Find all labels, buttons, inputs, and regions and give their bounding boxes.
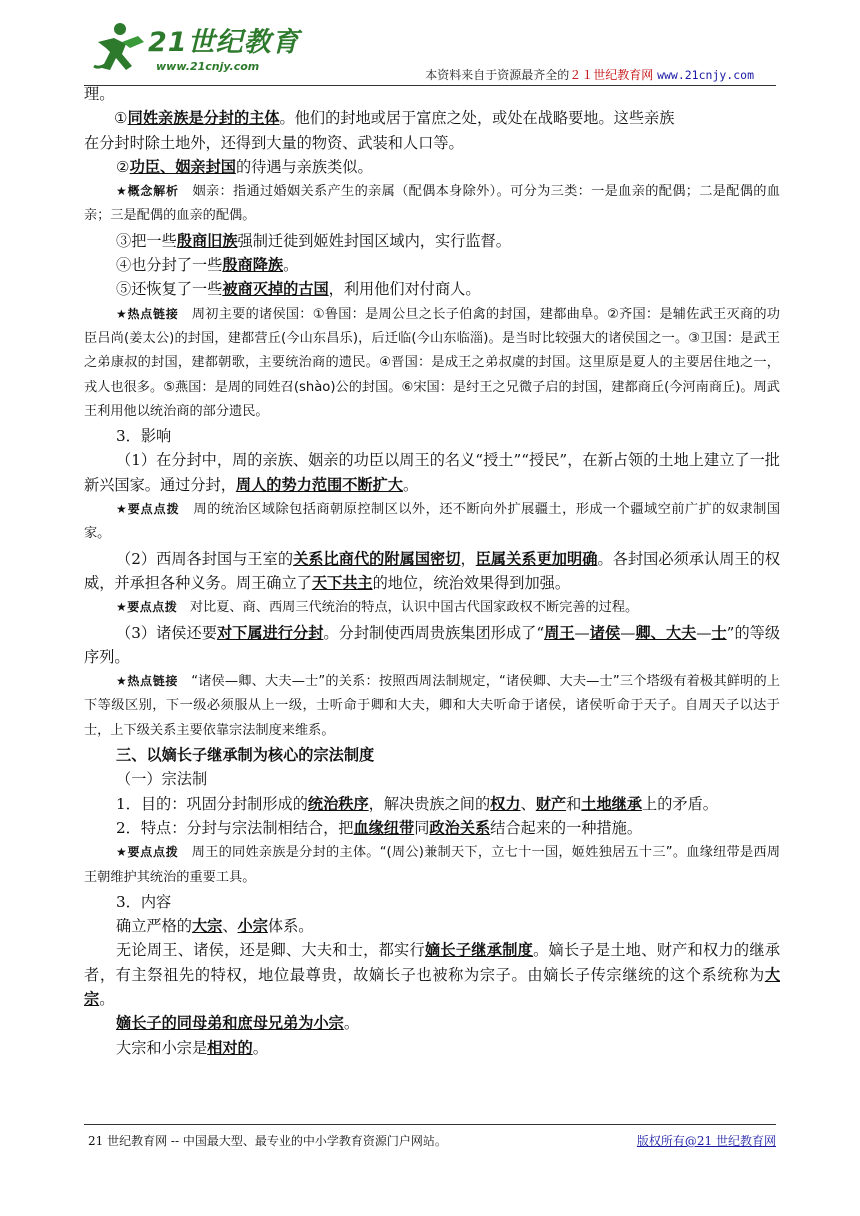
subsection-heading: 3．内容: [116, 892, 172, 911]
header-note: [425, 66, 754, 83]
hotspot-note: ★热点链接 “诸侯—卿、大夫—士”的关系：按照西周法制规定，“诸侯卿、大夫—士”三个塔级有着极其鲜明的上下等级区别，下一级必须服从上一级，士听命于卿和大夫，卿和大夫听命于诸侯，诸侯听命于天子。自周天子以达于士，上下级关系主要依靠宗法制度来维系。: [84, 674, 781, 738]
key-note: ★要点点拨 周的统治区域除包括商朝原控制区以外，还不断向外扩展疆土，形成一个疆域空前广扩的奴隶制国家。: [84, 502, 781, 542]
paragraph: 理。: [84, 85, 115, 103]
paragraph: 大宗和小宗是相对的。: [116, 1038, 268, 1057]
site-logo[interactable]: [84, 16, 304, 82]
paragraph: ①同姓亲族是分封的主体。他们的封地或居于富庶之处，或处在战略要地。这些亲族: [114, 109, 675, 128]
key-point: 嫡长子的同母弟和庶母兄弟为小宗: [116, 1014, 344, 1033]
note-tag: ★要点点拨: [116, 600, 178, 615]
page-header: [84, 10, 776, 84]
paragraph: （1）在分封中，周的亲族、姻亲的功臣以周王的名义“授土”“授民”，在新占领的土地上建立了一批新兴国家。通过分封，周人的势力范围不断扩大。: [84, 451, 780, 494]
paragraph: 嫡长子的同母弟和庶母兄弟为小宗。: [116, 1014, 359, 1033]
key-point: 殷商降族: [222, 256, 284, 275]
key-note: ★要点点拨 对比夏、商、西周三代统治的特点，认识中国古代国家政权不断完善的过程。: [116, 600, 639, 616]
note-tag: ★热点链接: [116, 306, 179, 321]
subsection-heading: （一）宗法制: [116, 770, 208, 789]
key-point: 对下属进行分封: [216, 623, 324, 642]
key-point: 关系比商代的附属国密切: [293, 549, 461, 568]
paragraph: ④也分封了一些殷商降族。: [116, 256, 299, 275]
paragraph: （2）西周各封国与王室的关系比商代的附属国密切，臣属关系更加明确。各封国必须承认周王的权威，并承担各种义务。周王确立了天下共主的地位，统治效果得到加强。: [84, 549, 781, 592]
runner-logo-icon: [92, 20, 148, 76]
header-note-text: 本资料来自于资源最齐全的: [425, 68, 570, 82]
note-tag: ★热点链接: [116, 674, 179, 689]
logo-url: www.21cnjy.com: [156, 60, 260, 73]
paragraph: ③把一些殷商旧族强制迁徙到姬姓封国区域内，实行监督。: [116, 231, 511, 250]
note-tag: ★要点点拨: [116, 502, 180, 517]
key-point: 统治秩序: [307, 794, 369, 813]
key-point: 相对的: [207, 1038, 253, 1057]
key-point: 周人的势力范围不断扩大: [235, 475, 403, 494]
paragraph: 确立严格的大宗、小宗体系。: [116, 917, 314, 936]
footer-text: 21 世纪教育网 -- 中国最大型、最专业的中小学教育资源门户网站。: [88, 1134, 447, 1148]
key-point: 同姓亲族是分封的主体: [127, 109, 280, 128]
key-point: 被商灭掉的古国: [222, 280, 329, 299]
note-tag: ★概念解析: [116, 184, 179, 199]
footer-divider: [84, 1124, 776, 1125]
document-body: [84, 82, 780, 1060]
header-note-site[interactable]: 世纪教育网: [593, 68, 654, 82]
key-point: 大宗: [191, 917, 223, 936]
key-point: 血缘纽带: [353, 818, 415, 837]
hotspot-note: ★热点链接 周初主要的诸侯国：①鲁国：是周公旦之长子伯禽的封国，建都曲阜。②齐国：是辅佐武王灭商的功臣吕尚(姜太公)的封国，建都营丘(今山东昌乐)，后迁临(今山东临淄)。是当时比较强大的诸侯国之一。③卫国：是武王之弟康叔的封国，建都朝歌，主要统治商的遗民。④晋国：是成王之弟叔虞的封国。这里原是夏人的主要居住地之一，戎人也很多。⑤燕国：是周的同姓召(shào)公的封国。⑥宋国：是纣王之兄微子启的封国，建都商丘(今河南商丘)。周武王利用他以统治商的部分遗民。: [84, 306, 780, 419]
chapter-heading: 三、以嫡长子继承制为核心的宗法制度: [116, 746, 375, 765]
paragraph: （3）诸侯还要对下属进行分封。分封制使西周贵族集团形成了“周王—诸侯—卿、大夫—士”的等级序列。: [84, 623, 781, 666]
key-point: 天下共主: [311, 573, 373, 592]
concept-note: ★概念解析 姻亲：指通过婚姻关系产生的亲属（配偶本身除外）。可分为三类：一是血亲的配偶；二是配偶的血亲；三是配偶的血亲的配偶。: [84, 184, 780, 224]
key-point: 臣属关系更加明确: [475, 549, 598, 568]
section-heading: 3．影响: [116, 427, 172, 446]
header-note-num: ２１: [569, 68, 594, 82]
key-point: 功臣、姻亲封国: [129, 157, 236, 176]
paragraph: 1．目的：巩固分封制形成的统治秩序，解决贵族之间的权力、财产和土地继承上的矛盾。: [116, 794, 718, 813]
page-footer: [84, 1124, 776, 1148]
paragraph: 在分封时除土地外，还得到大量的物资、武装和人口等。: [84, 133, 464, 152]
paragraph: ②功臣、姻亲封国的待遇与亲族类似。: [116, 157, 373, 176]
note-tag: ★要点点拨: [116, 845, 179, 860]
logo-text: 21世纪教育: [148, 27, 300, 58]
paragraph: ⑤还恢复了一些被商灭掉的古国，利用他们对付商人。: [116, 280, 481, 299]
key-note: ★要点点拨 周王的同姓亲族是分封的主体。“(周公)兼制天下，立七十一国，姬姓独居五十三”。血缘纽带是西周王朝维护其统治的重要工具。: [84, 845, 781, 885]
paragraph: 2．特点：分封与宗法制相结合，把血缘纽带同政治关系结合起来的一种措施。: [116, 818, 643, 837]
paragraph: 无论周王、诸侯，还是卿、大夫和士，都实行嫡长子继承制度。嫡长子是土地、财产和权力的继承者，有主祭祖先的特权，地位最尊贵，故嫡长子也被称为宗子。由嫡长子传宗继统的这个系统称为大宗。: [84, 941, 781, 1008]
key-point: 嫡长子继承制度: [424, 941, 534, 960]
header-note-url[interactable]: www.21cnjy.com: [657, 68, 754, 82]
key-point: 殷商旧族: [176, 231, 238, 250]
copyright-link[interactable]: 版权所有@21 世纪教育网: [636, 1134, 776, 1148]
